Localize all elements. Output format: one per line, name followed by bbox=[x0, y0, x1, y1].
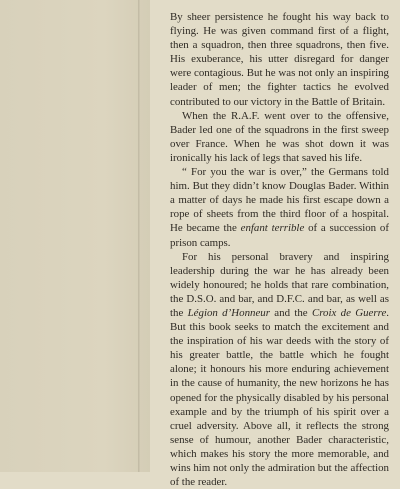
paragraph-2 bbox=[170, 109, 389, 165]
text-run: By sheer persistence he fought his way back to flying. He was given command first of a flight, then a squadron, then three squadrons, then five. His exuberance, his utter disregard for danger were contagious. But he was not only an inspiring leader of men; the fighter tactics he evolved contributed to our victory in the Battle of Britain. bbox=[170, 11, 389, 108]
text-run: of a succession of prison camps. bbox=[170, 222, 389, 249]
text-run: When the R.A.F. went over to the offensive, Bader led one of the squadrons in the first sweep over France. When he was shot down it was ironically his lack of legs that saved his life. bbox=[170, 109, 389, 164]
italic-phrase: Croix de Guerre bbox=[311, 306, 387, 319]
left-page-margin bbox=[0, 0, 150, 472]
text-run: “ For you the war is over,” the Germans told him. But they didn’t know Douglas Bader. Within a matter of days he made his first escape down a rope of sheets from the third floor of a hospital. He became the bbox=[170, 166, 389, 235]
paragraph-4 bbox=[170, 250, 389, 489]
italic-phrase: enfant terrible bbox=[240, 222, 305, 235]
text-run: and the bbox=[269, 306, 312, 319]
italic-phrase: Légion d’Honneur bbox=[187, 306, 270, 319]
text-run: . But this book seeks to match the excitement and the inspiration of his war deeds with the story of his greater battle, the battle which he fought alone; it honours his more enduring achievement in the cause of humanity, the new horizons he has opened for the physically disabled by his personal example and by the triumph of his spirit over a cruel adversity. Above all, it reflects the strong sense of humour, another Bader characteristic, which makes his story the more memorable, and wins him not only the admiration but the affection of the reader. bbox=[170, 306, 390, 489]
paragraph-3 bbox=[170, 165, 389, 250]
text-run: For his personal bravery and inspiring leadership during the war he has already been widely honoured; he holds that rare combination, the D.S.O. and bar, and D.F.C. and bar, as well as the bbox=[170, 250, 389, 319]
paragraph-1 bbox=[170, 10, 389, 109]
page-fold-crease bbox=[138, 0, 140, 472]
book-text-column bbox=[170, 10, 389, 489]
